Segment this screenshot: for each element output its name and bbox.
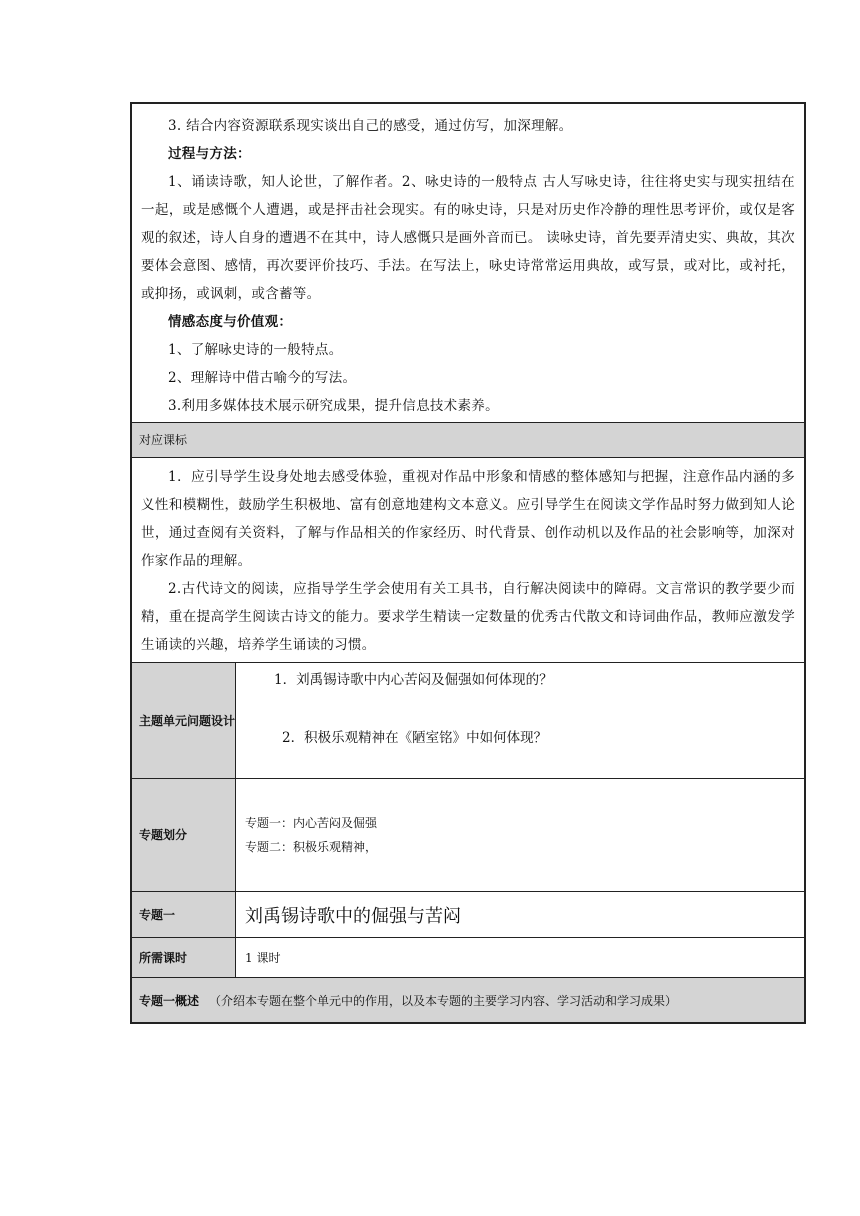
standards-label: 对应课标 — [132, 423, 804, 458]
overview-label: 专题一概述 — [139, 993, 200, 1008]
topic-item-2: 专题二：积极乐观精神， — [245, 840, 378, 854]
topics-label: 专题划分 — [132, 779, 236, 891]
standards-section — [132, 458, 804, 663]
attitude-item-3: 3.利用多媒体技术展示研究成果，提升信息技术素养。 — [168, 398, 499, 414]
topic-one-row — [132, 892, 804, 938]
hours-value: 1 课时 — [245, 951, 281, 965]
topics-row — [132, 779, 804, 892]
standards-para-2: 2.古代诗文的阅读，应指导学生学会使用有关工具书，自行解决阅读中的障碍。文言常识的教学要少而精，重在提高学生阅读古诗文的能力。要求学生精读一定数量的优秀古代散文和诗词曲作品，教师应激发学生诵读的兴趣，培养学生诵读的习惯。 — [141, 581, 795, 653]
attitude-item-2: 2、理解诗中借古喻今的写法。 — [168, 370, 357, 386]
theme-questions-content — [236, 663, 804, 778]
process-heading: 过程与方法： — [168, 146, 251, 162]
attitude-heading: 情感态度与价值观： — [168, 314, 293, 330]
process-text: 1、诵读诗歌，知人论世，了解作者。2、咏史诗的一般特点 古人写咏史诗，往往将史实与现实扭结在一起，或是感慨个人遭遇，或是抨击社会现实。有的咏史诗，只是对历史作冷静的理性思考评价，或仅是客观的叙述，诗人自身的遭遇不在其中，诗人感慨只是画外音而已。 读咏史诗，首先要弄清史实、典故，其次要体会意图、感情，再次要评价技巧、手法。在写法上，咏史诗常常运用典故，或写景，或对比，或衬托，或抑扬，或讽刺，或含蓄等。 — [141, 174, 795, 302]
objective-item-3: 3. 结合内容资源联系现实谈出自己的感受，通过仿写，加深理解。 — [168, 118, 573, 134]
lesson-plan-table — [130, 102, 806, 1024]
overview-note: （介绍本专题在整个单元中的作用，以及本专题的主要学习内容、学习活动和学习成果） — [209, 993, 678, 1008]
theme-question-2: 2．积极乐观精神在《陋室铭》中如何体现？ — [282, 730, 548, 746]
standards-para-1: 1．应引导学生设身处地去感受体验，重视对作品中形象和情感的整体感知与把握，注意作品内涵的多义性和模糊性，鼓励学生积极地、富有创意地建构文本意义。应引导学生在阅读文学作品时努力做到知人论世，通过查阅有关资料，了解与作品相关的作家经历、时代背景、创作动机以及作品的社会影响等，加深对作家作品的理解。 — [141, 469, 795, 569]
theme-question-1: 1．刘禹锡诗歌中内心苦闷及倔强如何体现的？ — [274, 672, 553, 688]
overview-row — [132, 978, 804, 1022]
topic-one-content — [236, 892, 804, 937]
objectives-section — [132, 104, 804, 423]
theme-questions-label: 主题单元问题设计 — [132, 663, 236, 778]
hours-label: 所需课时 — [132, 938, 236, 977]
topics-content — [236, 779, 804, 891]
hours-row — [132, 938, 804, 978]
topic-item-1: 专题一：内心苦闷及倔强 — [245, 816, 378, 830]
topic-one-label: 专题一 — [132, 892, 236, 937]
attitude-item-1: 1、了解咏史诗的一般特点。 — [168, 342, 343, 358]
theme-questions-row — [132, 663, 804, 779]
topic-one-title: 刘禹锡诗歌中的倔强与苦闷 — [245, 905, 461, 927]
